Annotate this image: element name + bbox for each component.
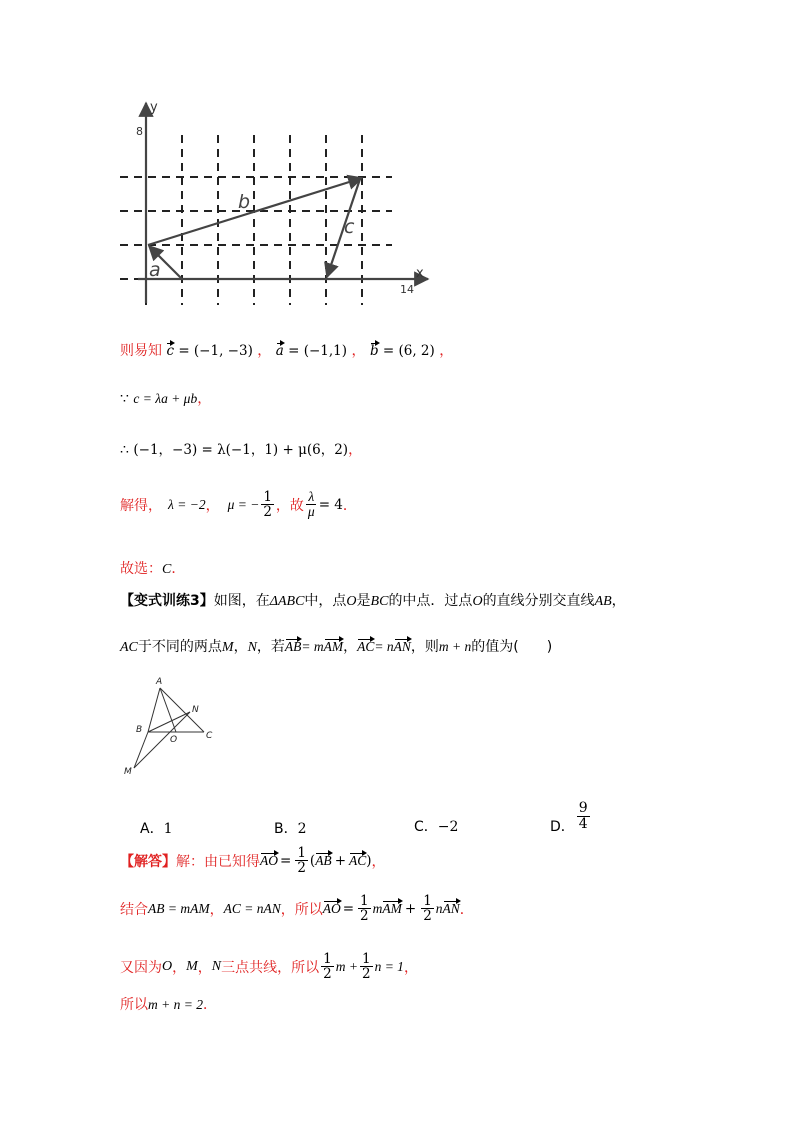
- option-c[interactable]: [414, 816, 458, 836]
- option-label: C．: [414, 819, 438, 835]
- equals: =: [342, 900, 355, 917]
- plus: +: [404, 900, 417, 917]
- frac-num: 1: [361, 951, 371, 967]
- text-prefix: 则易知: [120, 343, 162, 359]
- comma: ，: [197, 391, 212, 407]
- vec-am: AM: [382, 900, 402, 916]
- vec-an: AN: [393, 639, 411, 654]
- answer-text: 所以: [120, 997, 148, 1013]
- problem-text: 的值为: [471, 639, 514, 655]
- problem-line-1: [120, 590, 626, 610]
- comma: ，: [257, 343, 272, 359]
- eq-rhs: = n: [374, 639, 394, 654]
- solution-line-3: [120, 438, 362, 459]
- comma: ，: [371, 853, 386, 870]
- line-ac: AC: [120, 640, 138, 655]
- comma: ，: [209, 901, 224, 918]
- vec-a: a: [275, 343, 284, 359]
- paren: ): [366, 852, 372, 869]
- frac-den: 4: [578, 815, 588, 832]
- answer-line-2: [120, 894, 474, 923]
- period: ．: [459, 901, 474, 918]
- option-value: 1: [163, 821, 173, 837]
- vec-b: b: [369, 343, 379, 359]
- period: ．: [342, 497, 357, 514]
- chosen-option: C: [162, 562, 172, 577]
- vec-c: c: [166, 343, 175, 359]
- period: ．: [202, 997, 217, 1013]
- frac-num: 1: [297, 845, 306, 861]
- coef-m: m: [372, 900, 383, 916]
- eq-ab-mam: AB = mAM: [148, 900, 210, 916]
- linear-combination-eq: c = λa + μb: [133, 391, 198, 406]
- option-b[interactable]: [274, 818, 307, 838]
- m-plus-n: m + n: [438, 639, 472, 654]
- problem-text: 的直线分别交直线: [482, 593, 595, 609]
- comma: ，: [197, 959, 212, 976]
- paren: (: [309, 852, 316, 869]
- vec-ac: AC: [349, 852, 367, 868]
- m-term: m +: [335, 958, 358, 974]
- hence-text: ，故: [275, 497, 304, 514]
- vec-ao: AO: [260, 852, 278, 868]
- vector-b-label: b: [238, 191, 251, 213]
- answer-text: ，所以: [280, 901, 323, 918]
- problem-text: 是: [356, 593, 371, 609]
- point-n: N: [211, 958, 222, 974]
- frac-num: λ: [308, 489, 315, 504]
- problem-tag: 【变式训练3】: [120, 593, 214, 609]
- n-term: n = 1: [374, 958, 404, 974]
- option-d-fraction: [577, 801, 590, 831]
- segment-bm: [134, 732, 148, 768]
- tick-x-label: 14: [400, 283, 414, 296]
- problem-text: 中，点: [304, 593, 347, 609]
- half-fraction: [295, 846, 308, 875]
- option-label: A．: [140, 821, 164, 837]
- triangle-figure: [118, 670, 228, 780]
- problem-line-2: [120, 636, 552, 656]
- frac-den: 2: [423, 908, 432, 925]
- frac-num: 1: [360, 893, 369, 909]
- solution-line-5: [120, 558, 185, 578]
- equals: =: [280, 852, 292, 869]
- half-fraction: [360, 952, 373, 981]
- option-a[interactable]: [140, 818, 173, 838]
- label-o: O: [170, 735, 178, 745]
- point-m: M: [186, 958, 198, 974]
- problem-text: 的中点．过点: [388, 593, 473, 609]
- problem-text: ，: [343, 639, 358, 655]
- label-n: N: [192, 705, 199, 715]
- vector-grid-figure: [110, 95, 440, 305]
- frac-den: 2: [297, 860, 306, 877]
- segment-bc: BC: [370, 594, 389, 609]
- option-value: −2: [437, 819, 459, 835]
- frac-num: 1: [263, 489, 272, 505]
- comma: ，: [348, 442, 363, 458]
- frac-num: 9: [578, 799, 588, 816]
- vector-a-label: a: [149, 259, 161, 281]
- eq-rhs: = m: [301, 639, 324, 654]
- solution-line-1: [120, 340, 453, 360]
- solution-line-4: [120, 490, 357, 519]
- label-c: C: [206, 731, 213, 741]
- point-o: O: [346, 594, 357, 609]
- axis-y-label: y: [150, 100, 158, 115]
- segment-ab: [148, 688, 160, 732]
- mu-value-left: μ = −: [227, 496, 260, 512]
- comma: ，: [403, 959, 418, 976]
- frac-den: 2: [360, 908, 369, 925]
- therefore-symbol: ∴: [120, 442, 129, 458]
- triangle-name: ΔABC: [269, 594, 305, 609]
- problem-text: ，: [233, 639, 248, 655]
- answer-line-1: [120, 846, 386, 875]
- half-fraction: [421, 894, 434, 923]
- vec-ao: AO: [322, 900, 341, 916]
- label-m: M: [124, 767, 132, 777]
- plus: +: [334, 852, 346, 869]
- option-label: B．: [274, 821, 298, 837]
- option-value: 2: [297, 821, 307, 837]
- vec-ab: AB: [315, 852, 332, 868]
- segment-bn: [148, 712, 190, 732]
- c-value: = (−1, −3): [178, 343, 253, 359]
- frac-den: μ: [307, 504, 315, 520]
- eq-ac-nan: AC = nAN: [223, 900, 281, 916]
- frac-den: 2: [263, 504, 272, 521]
- label-a: A: [156, 677, 163, 687]
- option-d[interactable]: [550, 796, 592, 836]
- vec-ab: AB: [284, 639, 302, 654]
- point-n: N: [247, 640, 257, 655]
- problem-text: ，则: [410, 639, 439, 655]
- vec-an: AN: [442, 900, 460, 916]
- vec-ac: AC: [357, 639, 375, 654]
- b-value: = (6, 2): [382, 343, 435, 359]
- answer-blank: ( ): [513, 639, 553, 655]
- tick-y-label: 8: [136, 125, 143, 138]
- problem-text: ，: [611, 593, 626, 609]
- period: ．: [171, 561, 186, 577]
- axis-x-label: x: [416, 266, 424, 281]
- ratio-value: = 4: [318, 496, 343, 513]
- vec-am: AM: [323, 639, 344, 654]
- answer-text: 又因为: [120, 959, 162, 976]
- comma: ，: [439, 343, 454, 359]
- answer-text: 三点共线，所以: [221, 959, 320, 976]
- answer-line-4: [120, 994, 217, 1014]
- segment-mn: [134, 712, 190, 768]
- label-b: B: [136, 725, 143, 735]
- a-value: = (−1,1): [288, 343, 348, 359]
- answer-text: 解：由已知得: [176, 853, 260, 870]
- half-fraction: [358, 894, 371, 923]
- comma: ，: [205, 497, 220, 514]
- because-symbol: ∵: [120, 391, 129, 407]
- lambda-value: λ = −2: [168, 496, 206, 512]
- answer-line-3: [120, 952, 418, 981]
- comma: ，: [172, 959, 187, 976]
- mu-fraction: [261, 490, 274, 519]
- solution-line-2: [120, 388, 211, 408]
- problem-text: 如图，在: [213, 593, 270, 609]
- coef-n: n: [435, 900, 443, 916]
- point-o: O: [162, 958, 173, 974]
- choose-prefix: 故选：: [120, 561, 162, 577]
- point-o: O: [472, 594, 483, 609]
- vector-c-label: c: [344, 216, 355, 238]
- ratio-fraction: [306, 490, 317, 519]
- component-eq: (−1，−3) = λ(−1，1) + μ(6，2): [133, 442, 349, 458]
- frac-num: 1: [323, 951, 332, 967]
- problem-text: 于不同的两点: [137, 639, 222, 655]
- solved-prefix: 解得，: [120, 497, 162, 514]
- answer-tag: 【解答】: [120, 853, 176, 870]
- frac-den: 2: [361, 966, 371, 983]
- frac-num: 1: [423, 893, 432, 909]
- option-label: D．: [550, 819, 575, 835]
- half-fraction: [321, 952, 334, 981]
- point-m: M: [221, 640, 234, 655]
- frac-den: 2: [323, 966, 332, 983]
- answer-text: 结合: [120, 901, 148, 918]
- problem-text: ，若: [256, 639, 285, 655]
- comma: ，: [351, 343, 366, 359]
- line-ab: AB: [594, 594, 612, 609]
- final-answer: m + n = 2: [148, 997, 203, 1012]
